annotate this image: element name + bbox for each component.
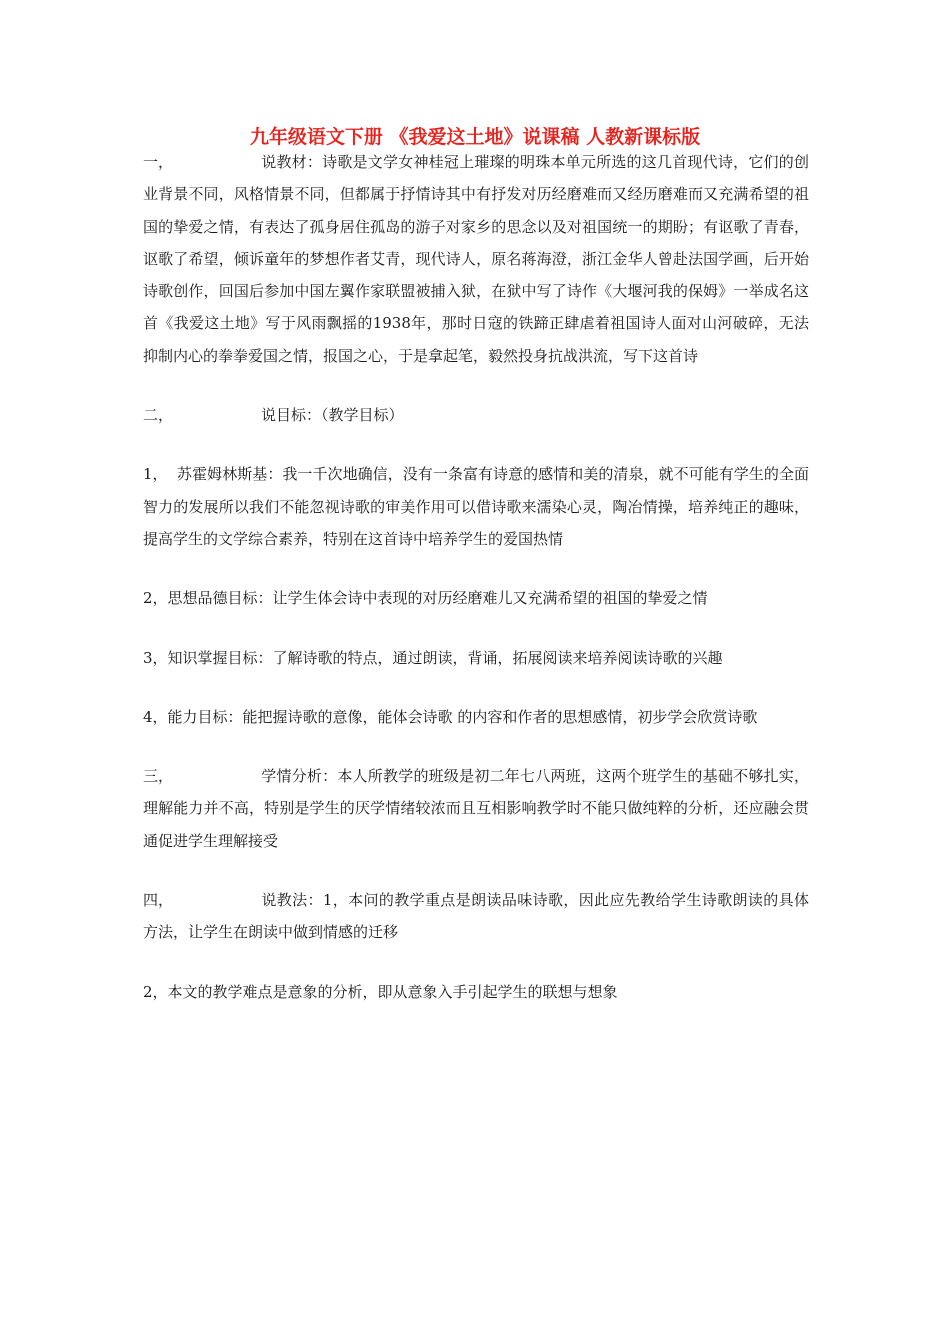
section-text: 说目标：（教学目标） <box>261 406 404 425</box>
goal-number: 1， <box>143 465 168 484</box>
section-2 <box>143 399 809 431</box>
section-1 <box>143 146 809 372</box>
section-text: 说教法：1，本问的教学重点是朗读品味诗歌，因此应先教给学生诗歌朗读的具体方法，让学生在朗读中做到情感的迁移 <box>143 891 809 942</box>
document-body <box>143 146 809 1008</box>
method-2 <box>143 976 809 1008</box>
goal-text: 2，思想品德目标：让学生体会诗中表现的对历经磨难儿又充满希望的祖国的挚爱之情 <box>143 589 708 608</box>
goal-text: 苏霍姆林斯基：我一千次地确信，没有一条富有诗意的感情和美的清泉，就不可能有学生的全面智力的发展所以我们不能忽视诗歌的审美作用可以借诗歌来濡染心灵，陶冶情操，培养纯正的趣味，提高学生的文学综合素养，特别在这首诗中培养学生的爱国热情 <box>143 465 809 548</box>
method-text: 2，本文的教学难点是意象的分析，即从意象入手引起学生的联想与想象 <box>143 982 618 1001</box>
section-text: 说教材：诗歌是文学女神桂冠上璀璨的明珠本单元所选的这几首现代诗，它们的创业背景不同，风格情景不同，但都属于抒情诗其中有抒发对历经磨难而又经历磨难而又充满希望的祖国的挚爱之情，有表达了孤身居住孤岛的游子对家乡的思念以及对祖国统一的期盼；有讴歌了青春，讴歌了希望，倾诉童年的梦想作者艾青，现代诗人，原名蒋海澄，浙江金华人曾赴法国学画，后开始诗歌创作，回国后参加中国左翼作家联盟被捕入狱，在狱中写了诗作《大堰河我的保姆》一举成名这首《我爱这土地》写于风雨飘摇的1938年，那时日寇的铁蹄正肆虐着祖国诗人面对山河破碎，无法抑制内心的拳拳爱国之情，报国之心，于是拿起笔，毅然投身抗战洪流，写下这首诗 <box>143 153 809 365</box>
document-title: 九年级语文下册 《我爱这土地》说课稿 人教新课标版 <box>249 126 701 148</box>
goal-2 <box>143 582 809 614</box>
section-number: 三， <box>143 767 174 786</box>
goal-text: 3，知识掌握目标：了解诗歌的特点，通过朗读，背诵，拓展阅读来培养阅读诗歌的兴趣 <box>143 648 723 667</box>
section-3 <box>143 760 809 857</box>
section-number: 一， <box>143 153 174 171</box>
goal-1 <box>143 458 809 555</box>
section-number: 二， <box>143 406 174 425</box>
goal-4 <box>143 701 809 733</box>
section-4 <box>143 884 809 949</box>
section-text: 学情分析：本人所教学的班级是初二年七八两班，这两个班学生的基础不够扎实，理解能力并不高，特别是学生的厌学情绪较浓而且互相影响教学时不能只做纯粹的分析，还应融会贯通促进学生理解接受 <box>143 767 809 850</box>
goal-text: 4，能力目标：能把握诗歌的意像，能体会诗歌 的内容和作者的思想感情，初步学会欣赏诗歌 <box>143 707 758 726</box>
goal-3 <box>143 642 809 674</box>
section-number: 四， <box>143 891 174 910</box>
